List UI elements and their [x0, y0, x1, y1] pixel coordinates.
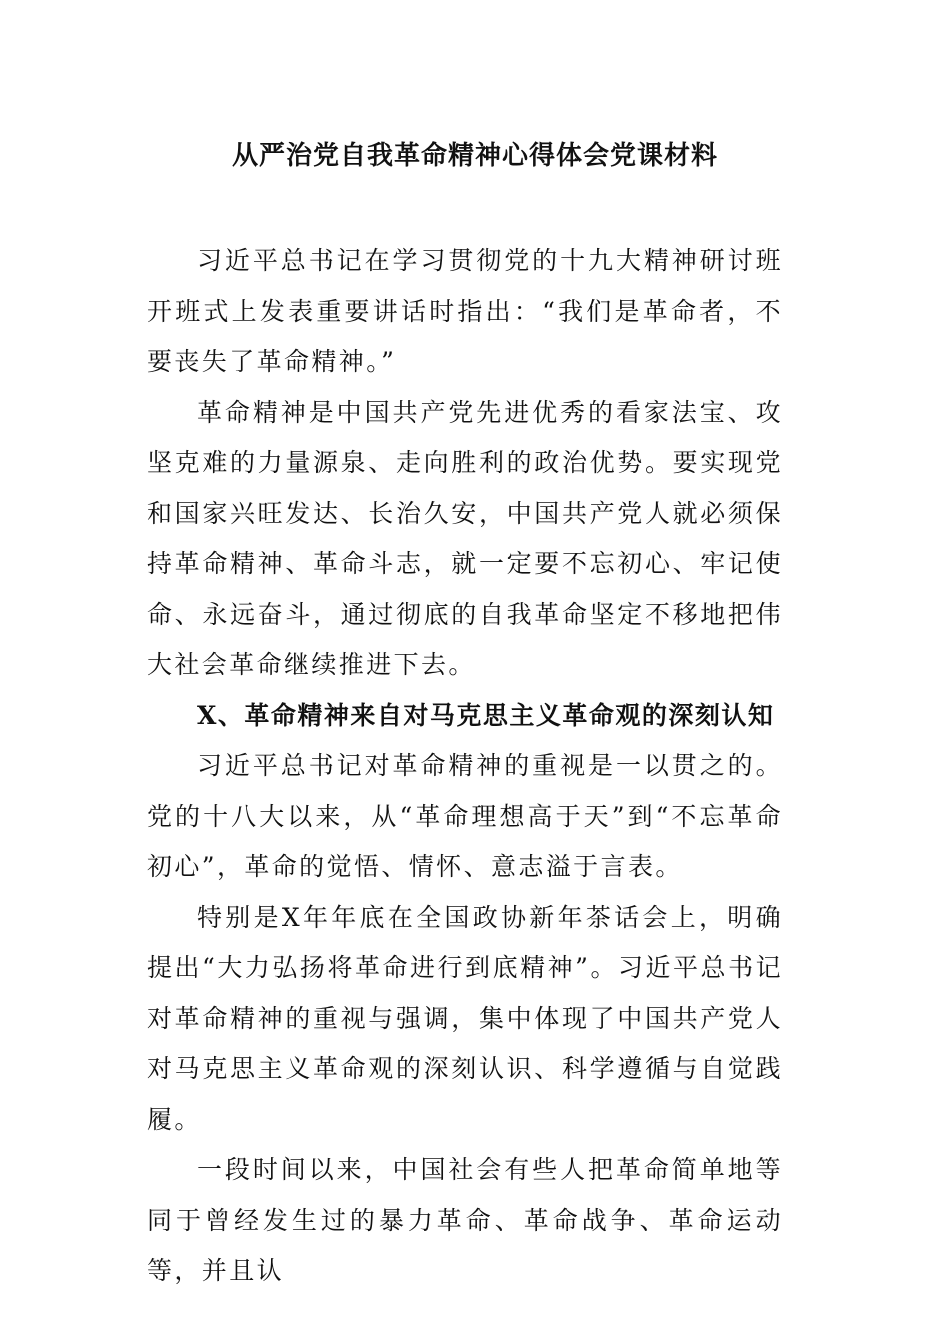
- paragraph: 习近平总书记在学习贯彻党的十九大精神研讨班开班式上发表重要讲话时指出：“我们是革命者，不要丧失了革命精神。”: [147, 246, 783, 376]
- paragraph: 一段时间以来，中国社会有些人把革命简单地等同于曾经发生过的暴力革命、革命战争、革命运动等，并且认: [147, 1155, 783, 1285]
- paragraph: 习近平总书记对革命精神的重视是一以贯之的。党的十八大以来，从“革命理想高于天”到“不忘革命初心”，革命的觉悟、情怀、意志溢于言表。: [147, 751, 783, 881]
- document-body: [147, 236, 783, 1297]
- paragraph: 特别是X年年底在全国政协新年茶话会上，明确提出“大力弘扬将革命进行到底精神”。习近平总书记对革命精神的重视与强调，集中体现了中国共产党人对马克思主义革命观的深刻认识、科学遵循与自觉践履。: [147, 902, 783, 1134]
- section-heading: X、革命精神来自对马克思主义革命观的深刻认知: [197, 700, 775, 730]
- document-title: 从严治党自我革命精神心得体会党课材料: [231, 141, 718, 171]
- paragraph: 革命精神是中国共产党先进优秀的看家法宝、攻坚克难的力量源泉、走向胜利的政治优势。要实现党和国家兴旺发达、长治久安，中国共产党人就必须保持革命精神、革命斗志，就一定要不忘初心、牢记使命、永远奋斗，通过彻底的自我革命坚定不移地把伟大社会革命继续推进下去。: [147, 397, 783, 679]
